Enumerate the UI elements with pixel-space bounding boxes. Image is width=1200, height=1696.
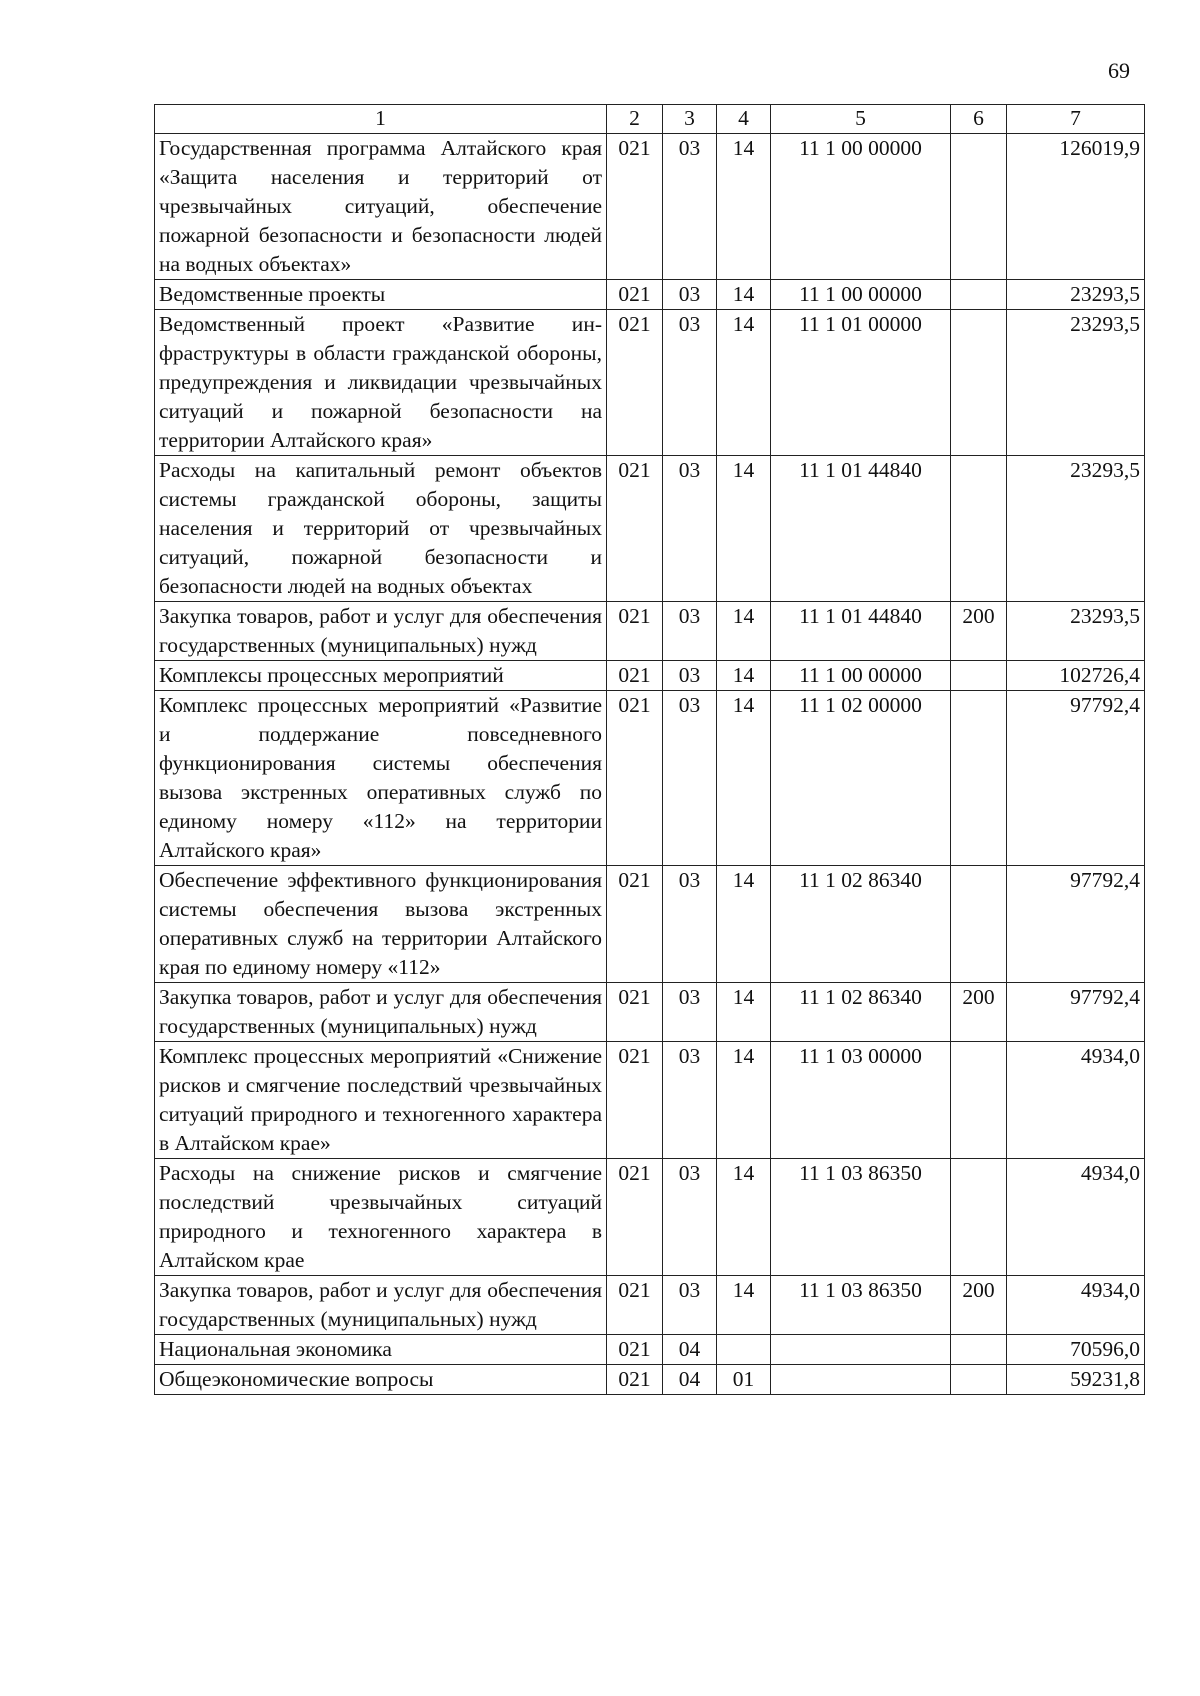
column-header: 3 xyxy=(663,105,717,134)
grbs-cell: 021 xyxy=(607,983,663,1042)
row-name-cell: Государственная программа Алтайского края «Защита населения и территорий от чрезвычайных ситуаций, обеспечение пожарной безопасности и безопасности людей на водных объектах» xyxy=(155,134,607,280)
row-name-cell: Комплекс процессных мероприятий «Снижение рисков и смягчение последствий чрезвычайных ситуаций природного и техногенного характера в Алтайском крае» xyxy=(155,1042,607,1159)
target-article-cell: 11 1 03 00000 xyxy=(771,1042,951,1159)
section-cell: 04 xyxy=(663,1365,717,1395)
amount-cell: 4934,0 xyxy=(1007,1042,1145,1159)
section-cell: 04 xyxy=(663,1335,717,1365)
target-article-cell: 11 1 02 86340 xyxy=(771,866,951,983)
amount-cell: 23293,5 xyxy=(1007,310,1145,456)
section-cell: 03 xyxy=(663,280,717,310)
column-header: 2 xyxy=(607,105,663,134)
section-cell: 03 xyxy=(663,310,717,456)
amount-cell: 23293,5 xyxy=(1007,456,1145,602)
expense-type-cell xyxy=(951,661,1007,691)
expense-type-cell: 200 xyxy=(951,602,1007,661)
expense-type-cell xyxy=(951,1042,1007,1159)
grbs-cell: 021 xyxy=(607,456,663,602)
row-name-cell: Закупка товаров, работ и услуг для обеспечения государственных (муниципальных) нужд xyxy=(155,1276,607,1335)
grbs-cell: 021 xyxy=(607,1276,663,1335)
row-name-cell: Ведомственные проекты xyxy=(155,280,607,310)
table-row xyxy=(155,1159,1145,1276)
table-row xyxy=(155,134,1145,280)
subsection-cell xyxy=(717,1335,771,1365)
subsection-cell: 01 xyxy=(717,1365,771,1395)
section-cell: 03 xyxy=(663,1042,717,1159)
table-header-row xyxy=(155,105,1145,134)
amount-cell: 97792,4 xyxy=(1007,983,1145,1042)
expense-type-cell xyxy=(951,691,1007,866)
subsection-cell: 14 xyxy=(717,866,771,983)
section-cell: 03 xyxy=(663,661,717,691)
target-article-cell xyxy=(771,1335,951,1365)
amount-cell: 23293,5 xyxy=(1007,280,1145,310)
row-name-cell: Закупка товаров, работ и услуг для обеспечения государственных (муниципальных) нужд xyxy=(155,602,607,661)
expense-type-cell xyxy=(951,456,1007,602)
target-article-cell: 11 1 03 86350 xyxy=(771,1159,951,1276)
subsection-cell: 14 xyxy=(717,661,771,691)
section-cell: 03 xyxy=(663,983,717,1042)
subsection-cell: 14 xyxy=(717,1159,771,1276)
page-number: 69 xyxy=(1108,58,1130,83)
amount-cell: 4934,0 xyxy=(1007,1159,1145,1276)
row-name-cell: Расходы на капитальный ремонт объектов системы гражданской обороны, защиты населения и территорий от чрезвычайных ситуаций, пожарной безопасности и безопасности людей на водных объектах xyxy=(155,456,607,602)
column-header: 6 xyxy=(951,105,1007,134)
section-cell: 03 xyxy=(663,1276,717,1335)
table-row xyxy=(155,1365,1145,1395)
column-header: 7 xyxy=(1007,105,1145,134)
expense-type-cell xyxy=(951,866,1007,983)
grbs-cell: 021 xyxy=(607,866,663,983)
table-row xyxy=(155,602,1145,661)
grbs-cell: 021 xyxy=(607,1365,663,1395)
table-row xyxy=(155,1042,1145,1159)
expense-type-cell xyxy=(951,1365,1007,1395)
grbs-cell: 021 xyxy=(607,1042,663,1159)
subsection-cell: 14 xyxy=(717,280,771,310)
grbs-cell: 021 xyxy=(607,1159,663,1276)
grbs-cell: 021 xyxy=(607,1335,663,1365)
table-row xyxy=(155,866,1145,983)
row-name-cell: Общеэкономические вопросы xyxy=(155,1365,607,1395)
amount-cell: 97792,4 xyxy=(1007,691,1145,866)
amount-cell: 4934,0 xyxy=(1007,1276,1145,1335)
subsection-cell: 14 xyxy=(717,602,771,661)
grbs-cell: 021 xyxy=(607,280,663,310)
amount-cell: 97792,4 xyxy=(1007,866,1145,983)
target-article-cell: 11 1 01 44840 xyxy=(771,456,951,602)
column-header: 5 xyxy=(771,105,951,134)
target-article-cell: 11 1 00 00000 xyxy=(771,134,951,280)
column-header: 4 xyxy=(717,105,771,134)
column-header: 1 xyxy=(155,105,607,134)
subsection-cell: 14 xyxy=(717,1276,771,1335)
expense-type-cell xyxy=(951,280,1007,310)
grbs-cell: 021 xyxy=(607,310,663,456)
target-article-cell: 11 1 02 00000 xyxy=(771,691,951,866)
expense-type-cell: 200 xyxy=(951,983,1007,1042)
section-cell: 03 xyxy=(663,866,717,983)
row-name-cell: Комплекс процессных мероприятий «Развитие и поддержание повседневного функционирования системы обеспечения вызова экстренных оперативных служб по единому номеру «112» на территории Алтайского края» xyxy=(155,691,607,866)
section-cell: 03 xyxy=(663,691,717,866)
section-cell: 03 xyxy=(663,134,717,280)
grbs-cell: 021 xyxy=(607,602,663,661)
table-row xyxy=(155,983,1145,1042)
table-row xyxy=(155,310,1145,456)
amount-cell: 59231,8 xyxy=(1007,1365,1145,1395)
target-article-cell xyxy=(771,1365,951,1395)
table-row xyxy=(155,661,1145,691)
subsection-cell: 14 xyxy=(717,983,771,1042)
target-article-cell: 11 1 01 44840 xyxy=(771,602,951,661)
target-article-cell: 11 1 03 86350 xyxy=(771,1276,951,1335)
section-cell: 03 xyxy=(663,602,717,661)
row-name-cell: Ведомственный проект «Развитие инфраструктуры в области гражданской обороны, предупреждения и ликвидации чрезвычайных ситуаций и пожарной безопасности на территории Алтайского края» xyxy=(155,310,607,456)
target-article-cell: 11 1 00 00000 xyxy=(771,661,951,691)
section-cell: 03 xyxy=(663,1159,717,1276)
grbs-cell: 021 xyxy=(607,661,663,691)
grbs-cell: 021 xyxy=(607,691,663,866)
subsection-cell: 14 xyxy=(717,310,771,456)
table-body xyxy=(155,134,1145,1395)
table-row xyxy=(155,691,1145,866)
table-row xyxy=(155,1276,1145,1335)
row-name-cell: Расходы на снижение рисков и смягчение последствий чрезвычайных ситуаций природного и техногенного характера в Алтайском крае xyxy=(155,1159,607,1276)
amount-cell: 126019,9 xyxy=(1007,134,1145,280)
row-name-cell: Закупка товаров, работ и услуг для обеспечения государственных (муниципальных) нужд xyxy=(155,983,607,1042)
target-article-cell: 11 1 02 86340 xyxy=(771,983,951,1042)
subsection-cell: 14 xyxy=(717,134,771,280)
row-name-cell: Национальная экономика xyxy=(155,1335,607,1365)
table-row xyxy=(155,456,1145,602)
table-row xyxy=(155,1335,1145,1365)
amount-cell: 102726,4 xyxy=(1007,661,1145,691)
expense-type-cell: 200 xyxy=(951,1276,1007,1335)
target-article-cell: 11 1 01 00000 xyxy=(771,310,951,456)
subsection-cell: 14 xyxy=(717,691,771,866)
expense-type-cell xyxy=(951,310,1007,456)
amount-cell: 23293,5 xyxy=(1007,602,1145,661)
subsection-cell: 14 xyxy=(717,1042,771,1159)
expense-type-cell xyxy=(951,134,1007,280)
amount-cell: 70596,0 xyxy=(1007,1335,1145,1365)
row-name-cell: Комплексы процессных мероприятий xyxy=(155,661,607,691)
target-article-cell: 11 1 00 00000 xyxy=(771,280,951,310)
section-cell: 03 xyxy=(663,456,717,602)
expense-type-cell xyxy=(951,1335,1007,1365)
grbs-cell: 021 xyxy=(607,134,663,280)
table-row xyxy=(155,280,1145,310)
budget-table xyxy=(154,104,1145,1395)
row-name-cell: Обеспечение эффективного функционирования системы обеспечения вызова экстренных оперативных служб на территории Алтайского края по единому номеру «112» xyxy=(155,866,607,983)
expense-type-cell xyxy=(951,1159,1007,1276)
subsection-cell: 14 xyxy=(717,456,771,602)
